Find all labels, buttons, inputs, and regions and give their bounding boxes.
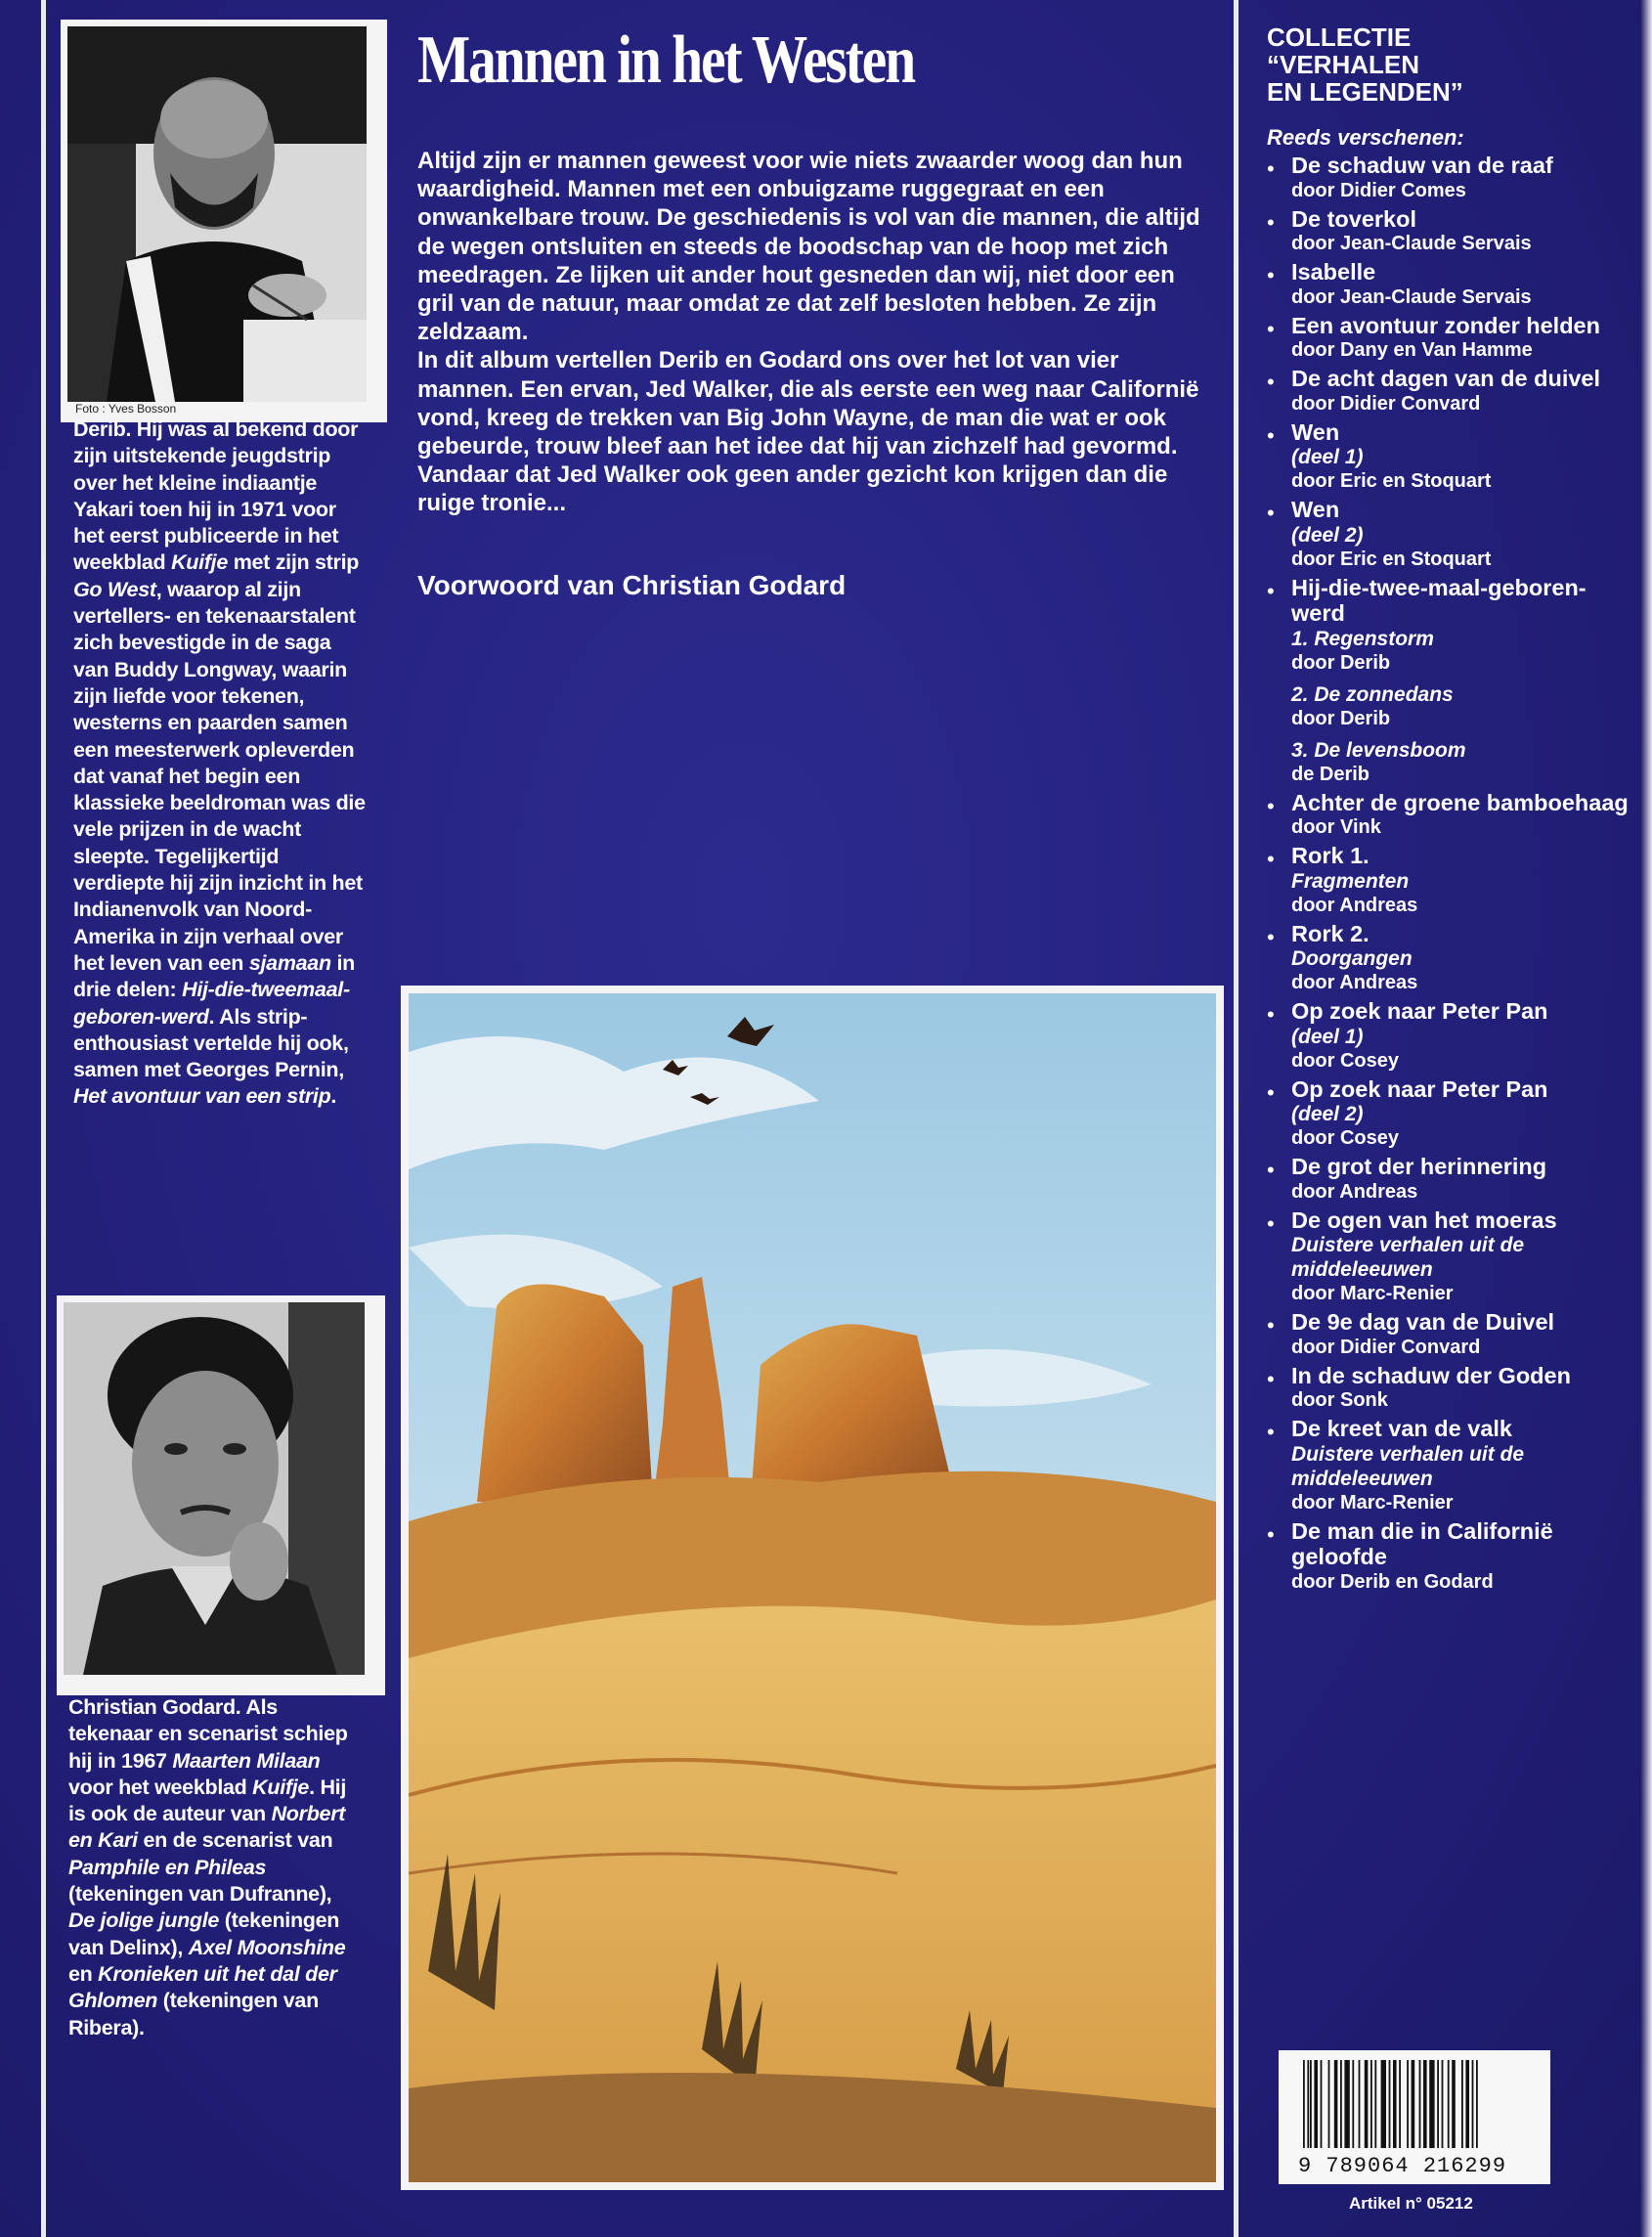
bio-italic-title: Kuifje xyxy=(252,1775,310,1799)
barcode-bar xyxy=(1399,2060,1401,2148)
barcode-bar xyxy=(1340,2060,1342,2148)
published-title-item xyxy=(1267,366,1638,416)
book-subtitle: Duistere verhalen uit de middeleeuwen xyxy=(1291,1442,1525,1490)
barcode-bar xyxy=(1465,2060,1469,2148)
book-author: door Derib en Godard xyxy=(1291,1570,1494,1593)
book-subtitle: (deel 2) xyxy=(1291,1103,1364,1125)
already-published-label: Reeds verschenen: xyxy=(1267,125,1464,150)
barcode-bar xyxy=(1472,2060,1474,2148)
book-author: door Didier Convard xyxy=(1291,1336,1481,1358)
barcode-bar xyxy=(1389,2060,1391,2148)
book-subtitle: Duistere verhalen uit de middeleeuwen xyxy=(1291,1234,1525,1281)
bio-text: . Hij is ook de auteur van xyxy=(68,1775,347,1826)
published-title-item xyxy=(1267,1309,1638,1359)
barcode-bar xyxy=(1461,2060,1463,2148)
book-author: door Andreas xyxy=(1291,1180,1418,1203)
book-title: In de schaduw der Goden xyxy=(1291,1362,1571,1388)
book-title: Mannen in het Westen xyxy=(417,22,915,98)
barcode-bar xyxy=(1393,2060,1397,2148)
published-title-item xyxy=(1267,206,1638,256)
bio-text: voor het weekblad xyxy=(68,1775,253,1799)
published-title-item xyxy=(1267,1154,1638,1204)
barcode-bar xyxy=(1448,2060,1450,2148)
published-title-item xyxy=(1267,682,1638,730)
bullet: • xyxy=(1267,1079,1275,1105)
bio-text: en xyxy=(68,1961,99,1986)
book-author: door Cosey xyxy=(1291,1127,1400,1149)
book-author: de Derib xyxy=(1291,763,1370,785)
book-title: Achter de groene bamboehaag xyxy=(1291,789,1629,815)
published-title-item xyxy=(1267,1416,1638,1514)
article-number: Artikel n° 05212 xyxy=(1349,2194,1473,2213)
published-title-item xyxy=(1267,1207,1638,1306)
book-author: door Sonk xyxy=(1291,1389,1388,1411)
book-subtitle: (deel 1) xyxy=(1291,1025,1364,1048)
book-title: Op zoek naar Peter Pan xyxy=(1291,1075,1548,1102)
published-title-item xyxy=(1267,921,1638,995)
published-title-item xyxy=(1267,843,1638,917)
bio-text: met zijn strip xyxy=(228,550,360,575)
godard-portrait-image xyxy=(64,1302,365,1675)
bullet: • xyxy=(1267,1313,1275,1338)
book-title: De ogen van het moeras xyxy=(1291,1206,1557,1233)
book-author: door Derib xyxy=(1291,707,1391,729)
right-divider-line xyxy=(1234,0,1239,2237)
bullet: • xyxy=(1267,1366,1275,1391)
published-title-item xyxy=(1267,575,1638,675)
book-author: door Didier Convard xyxy=(1291,392,1481,415)
left-divider-line xyxy=(41,0,46,2237)
barcode-bar xyxy=(1352,2060,1354,2148)
bio-italic-title: Maarten Milaan xyxy=(172,1748,321,1773)
book-title: Hij-die-twee-maal-geboren-werd xyxy=(1291,574,1587,626)
bullet: • xyxy=(1267,422,1275,448)
bio-italic-title: Het avontuur van een strip xyxy=(73,1084,331,1109)
bullet: • xyxy=(1267,1002,1275,1027)
published-title-item xyxy=(1267,1076,1638,1151)
published-title-item xyxy=(1267,790,1638,840)
book-title: De acht dagen van de duivel xyxy=(1291,366,1601,391)
book-title: Op zoek naar Peter Pan xyxy=(1291,998,1548,1024)
published-title-item xyxy=(1267,1363,1638,1413)
barcode-bar xyxy=(1476,2060,1478,2148)
bio-text: en de scenarist van xyxy=(137,1828,333,1853)
published-title-item xyxy=(1267,998,1638,1073)
published-title-item xyxy=(1267,738,1638,786)
book-author: door Marc-Renier xyxy=(1291,1491,1454,1513)
bio-text: Derib. Hij was al bekend door zijn uitstekende jeugdstrip over het kleine indiaantje Yakari toen hij in 1971 voor het eerst publiceerde in het weekblad xyxy=(73,417,359,575)
book-subtitle: Doorgangen xyxy=(1291,947,1413,970)
bio-italic-title: Go West xyxy=(73,577,156,601)
barcode xyxy=(1279,2050,1550,2184)
published-titles-list xyxy=(1267,153,1638,1598)
bullet: • xyxy=(1267,156,1275,181)
collection-title xyxy=(1267,23,1463,106)
book-title: De kreet van de valk xyxy=(1291,1416,1512,1441)
book-subtitle: Fragmenten xyxy=(1291,869,1410,893)
godard-photo xyxy=(57,1295,385,1695)
book-author: door Marc-Renier xyxy=(1291,1283,1454,1304)
intro-paragraph-2: In dit album vertellen Derib en Godard ons over het lot van vier mannen. Een ervan, Jed Walker, die als eerste een weg naar Californië vond, kreeg de trekken van Big John Wayne, de man die wat er ook gebeurde, trouw bleef aan het idee dat hij van zichzelf had gevormd. Vandaar dat Jed Walker ook geen ander gezicht kon krijgen dan die ruige tronie... xyxy=(417,347,1199,517)
book-title: Wen xyxy=(1291,497,1340,522)
photo-credit: Foto : Yves Bosson xyxy=(71,402,180,416)
cover-edge xyxy=(1640,0,1652,2237)
collection-title-line-2: “VERHALEN xyxy=(1267,50,1420,79)
intro-paragraph-1: Altijd zijn er mannen geweest voor wie niets zwaarder woog dan hun waardigheid. Mannen met een onbuigzame ruggegraat en een onwankelbare trouw. De geschiedenis is vol van die mannen, die altijd de wegen ontsluiten en steeds de boodschap van de hoop met zich meedragen. Ze lijken uit ander hout gesneden dan wij, niet door een gril van de natuur, maar omdat ze dat zelf besloten hebben. Ze zijn zeldzaam. xyxy=(417,148,1200,346)
intro-text xyxy=(417,147,1209,518)
bullet: • xyxy=(1267,924,1275,949)
bio-italic-title: Kronieken uit het dal der Ghlomen xyxy=(68,1961,337,2013)
barcode-bar xyxy=(1321,2060,1323,2148)
book-author: door Cosey xyxy=(1291,1049,1400,1072)
published-title-item xyxy=(1267,259,1638,309)
book-subtitle: 1. Regenstorm xyxy=(1291,627,1434,650)
bio-text: . xyxy=(330,1084,337,1109)
book-author: door Jean-Claude Servais xyxy=(1291,233,1532,254)
published-title-item xyxy=(1267,1518,1638,1594)
barcode-bar xyxy=(1365,2060,1369,2148)
barcode-bar xyxy=(1374,2060,1376,2148)
barcode-bar xyxy=(1437,2060,1439,2148)
bullet: • xyxy=(1267,578,1275,603)
book-title: De toverkol xyxy=(1291,205,1416,232)
barcode-bar xyxy=(1442,2060,1444,2148)
bullet: • xyxy=(1267,1420,1275,1444)
bullet: • xyxy=(1267,793,1275,818)
book-title: Een avontuur zonder helden xyxy=(1291,312,1600,338)
published-title-item xyxy=(1267,419,1638,494)
published-title-item xyxy=(1267,313,1638,363)
collection-title-line-1: COLLECTIE xyxy=(1267,22,1412,52)
book-author: door Jean-Claude Servais xyxy=(1291,285,1532,308)
bio-italic-title: Hij-die-tweemaal-geboren-werd xyxy=(73,978,350,1029)
bullet: • xyxy=(1267,263,1275,287)
bullet: • xyxy=(1267,501,1275,525)
derib-bio xyxy=(73,417,367,1111)
bio-italic-title: sjamaan xyxy=(248,950,331,975)
book-author: door Derib xyxy=(1291,651,1391,674)
book-title: De grot der herinnering xyxy=(1291,1154,1547,1179)
book-title: Wen xyxy=(1291,418,1340,445)
barcode-bar xyxy=(1359,2060,1361,2148)
godard-bio xyxy=(68,1694,362,2041)
bullet: • xyxy=(1267,1210,1275,1236)
bullet: • xyxy=(1267,370,1275,394)
bio-text: . Als strip-enthousiast vertelde hij ook, samen met Georges Pernin, xyxy=(73,1004,349,1082)
foreword-credit: Voorwoord van Christian Godard xyxy=(417,570,847,600)
barcode-bar xyxy=(1419,2060,1421,2148)
book-title: Rork 1. xyxy=(1291,843,1369,868)
book-subtitle: (deel 1) xyxy=(1291,446,1364,468)
bio-italic-title: Axel Moonshine xyxy=(188,1935,346,1959)
book-author: door Dany en Van Hamme xyxy=(1291,339,1533,361)
bullet: • xyxy=(1267,1521,1275,1547)
barcode-bar xyxy=(1334,2060,1338,2148)
barcode-bar xyxy=(1407,2060,1409,2148)
desert-landscape-image xyxy=(409,993,1216,2182)
barcode-bar xyxy=(1344,2060,1349,2148)
bio-text: (tekeningen van Dufranne), xyxy=(68,1882,332,1907)
bio-text: , waarop al zijn vertellers- en tekenaarstalent zich bevestigde in de saga van Buddy Longway, waarin zijn liefde voor tekenen, westerns en paarden samen een meesterwerk opleverden dat vanaf het begin een klassieke beeldroman was die vele prijzen in de wacht sleepte. Tegelijkertijd verdiepte hij zijn inzicht in het Indianenvolk van Noord-Amerika in zijn verhaal over het leven van een xyxy=(73,577,366,975)
bio-text: (tekeningen van Ribera). xyxy=(68,1989,319,2040)
barcode-bar xyxy=(1314,2060,1318,2148)
bullet: • xyxy=(1267,209,1275,235)
bio-italic-title: De jolige jungle xyxy=(68,1908,220,1933)
published-title-item xyxy=(1267,497,1638,571)
book-subtitle: 3. De levensboom xyxy=(1291,738,1466,762)
derib-photo xyxy=(61,20,387,422)
book-author: door Vink xyxy=(1291,816,1381,838)
published-title-item xyxy=(1267,153,1638,202)
bio-text: in drie delen: xyxy=(73,950,355,1002)
barcode-bar xyxy=(1328,2060,1330,2148)
bullet: • xyxy=(1267,847,1275,871)
bio-italic-title: Kuifje xyxy=(171,550,229,575)
barcode-bar xyxy=(1307,2060,1309,2148)
bio-italic-title: Pamphile en Phileas xyxy=(68,1855,267,1879)
book-subtitle: (deel 2) xyxy=(1291,523,1364,547)
barcode-bar xyxy=(1310,2060,1312,2148)
desert-painting xyxy=(401,986,1224,2190)
derib-portrait-image xyxy=(67,26,367,402)
barcode-bar xyxy=(1370,2060,1372,2148)
book-title: De man die in Californië geloofde xyxy=(1291,1517,1553,1569)
barcode-bar xyxy=(1429,2060,1434,2148)
barcode-bar xyxy=(1412,2060,1415,2148)
barcode-bar xyxy=(1381,2060,1386,2148)
bullet: • xyxy=(1267,1158,1275,1182)
book-title: Isabelle xyxy=(1291,259,1376,285)
book-subtitle: 2. De zonnedans xyxy=(1291,682,1454,706)
book-author: door Didier Comes xyxy=(1291,179,1466,201)
bio-text: Christian Godard. Als tekenaar en scenarist schiep hij in 1967 xyxy=(68,1695,348,1773)
book-author: door Andreas xyxy=(1291,972,1418,993)
barcode-bar xyxy=(1423,2060,1427,2148)
bio-text: (tekeningen van Delinx), xyxy=(68,1908,340,1959)
barcode-bars xyxy=(1303,2060,1528,2148)
book-author: door Eric en Stoquart xyxy=(1291,548,1492,570)
bullet: • xyxy=(1267,316,1275,341)
book-author: door Andreas xyxy=(1291,894,1418,916)
isbn-number: 9 789064 216299 xyxy=(1298,2154,1507,2178)
book-title: De 9e dag van de Duivel xyxy=(1291,1309,1555,1335)
book-author: door Eric en Stoquart xyxy=(1291,470,1492,492)
collection-title-line-3: EN LEGENDEN” xyxy=(1267,77,1463,107)
barcode-bar xyxy=(1452,2060,1456,2148)
book-title: Rork 2. xyxy=(1291,920,1369,946)
bio-italic-title: Norbert en Kari xyxy=(68,1802,346,1853)
barcode-bar xyxy=(1303,2060,1305,2148)
book-title: De schaduw van de raaf xyxy=(1291,153,1553,178)
